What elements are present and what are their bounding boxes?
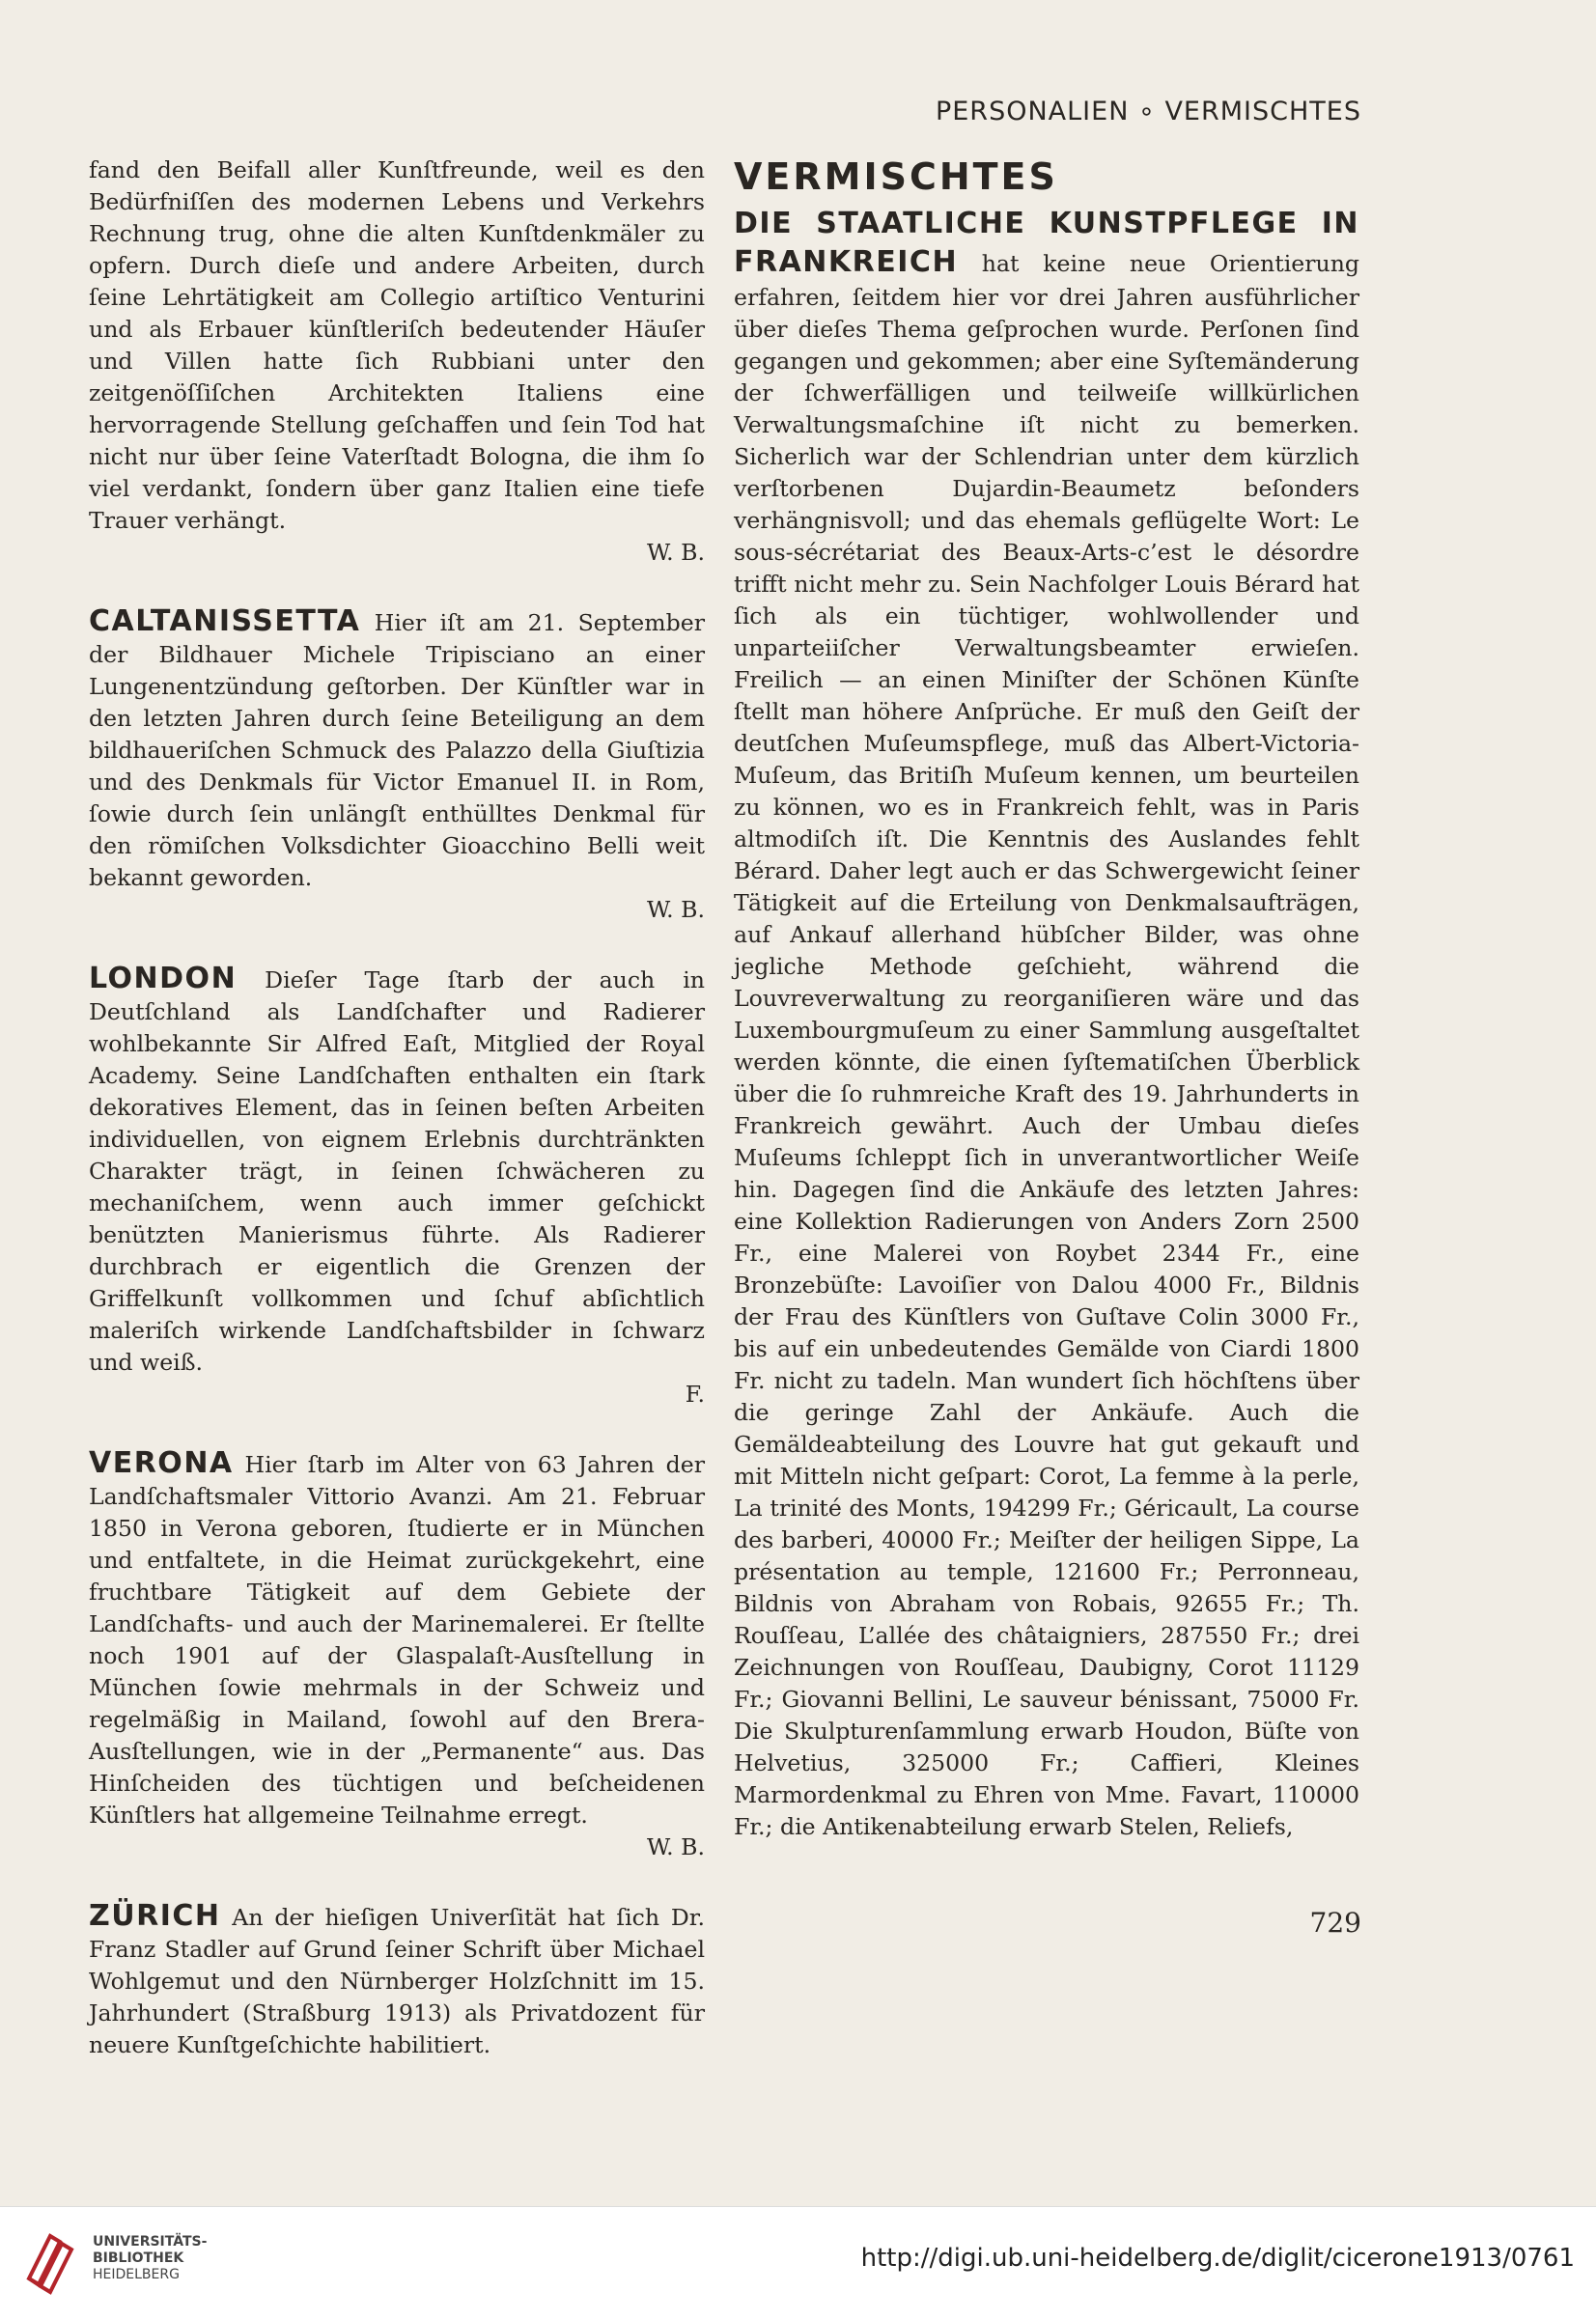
headword: ZÜRICH (89, 1899, 221, 1933)
entry-rubbiani-continuation (89, 154, 705, 569)
signature: W. B. (647, 539, 705, 566)
entry-caltanissetta (89, 605, 705, 926)
library-name-line: HEIDELBERG (93, 2267, 180, 2282)
entry-verona (89, 1447, 705, 1863)
entry-paragraph (89, 963, 705, 1411)
entry-london (89, 963, 705, 1411)
running-head: PERSONALIEN ∘ VERMISCHTES (935, 97, 1361, 126)
page-number: 729 (1309, 1907, 1361, 1939)
permalink-url[interactable]: http://digi.ub.uni-heidelberg.de/diglit/cicerone1913/0761 (860, 2244, 1575, 2273)
article-paragraph (734, 205, 1359, 1843)
entry-paragraph (89, 154, 705, 569)
footer-bar (0, 2206, 1596, 2320)
right-column (734, 154, 1359, 1843)
signature: W. B. (647, 896, 705, 923)
headword: LONDON (89, 962, 238, 995)
entry-zuerich (89, 1900, 705, 2061)
entry-paragraph (89, 1447, 705, 1863)
library-name (93, 2234, 207, 2283)
entry-text: Hier iſt am 21. September der Bildhauer Michele Tripisciano an einer Lungenentzündung geſtorben. Der Künſtler war in den letzten Jahren durch ſeine Beteiligung an dem bildhaueriſchen Schmuck des Palazzo della Giuſtizia und des Denkmals für Victor Emanuel II. in Rom, ſowie durch ſein unlängſt enthülltes Denkmal für den römiſchen Volksdichter Gioacchino Belli weit bekannt geworden. (89, 609, 705, 891)
signature: F. (685, 1381, 705, 1408)
signature: W. B. (647, 1833, 705, 1860)
entry-text: fand den Beifall aller Kunſtfreunde, weil es den Bedürfniſſen des modernen Lebens und Verkehrs Rechnung trug, ohne die alten Kunſtdenkmäler zu opfern. Durch dieſe und andere Arbeiten, durch ſeine Lehrtätigkeit am Collegio artiſtico Venturini und als Erbauer künſtleriſch bedeutender Häuſer und Villen hatte ſich Rubbiani unter den zeitgenöſſiſchen Architekten Italiens eine hervorragende Stellung geſchaffen und ſein Tod hat nicht nur über ſeine Vaterſtadt Bologna, die ihm ſo viel verdankt, ſondern über ganz Italien eine tiefe Trauer verhängt. (89, 156, 705, 534)
entry-paragraph (89, 1900, 705, 2061)
entry-text: An der hieſigen Univerſität hat ſich Dr. Franz Stadler auf Grund ſeiner Schrift über Michael Wohlgemut und den Nürnberger Holzſchnitt im 15. Jahrhundert (Straßburg 1913) als Privatdozent für neuere Kunſtgeſchichte habilitiert. (89, 1904, 705, 2058)
headword: VERONA (89, 1446, 234, 1480)
entry-paragraph (89, 605, 705, 926)
entry-text: Dieſer Tage ſtarb der auch in Deutſchland als Landſchafter und Radierer wohlbekannte Sir Alfred Eaſt, Mitglied der Royal Academy. Seine Landſchaften enthalten ein ſtark dekoratives Element, das in ſeinen beſten Arbeiten individuellen, von eignem Erlebnis durchtränkten Charakter trägt, in ſeinen ſchwächeren zu mechaniſchem, wenn auch immer geſchickt benützten Manierismus führte. Als Radierer durchbrach er eigentlich die Grenzen der Griffelkunſt vollkommen und ſchuf abſichtlich maleriſch wirkende Landſchaftsbilder in ſchwarz und weiß. (89, 966, 705, 1376)
article-text: hat keine neue Orientierung erfahren, ſeitdem hier vor drei Jahren ausführlicher über dieſes Thema geſprochen wurde. Perſonen ſind gegangen und gekommen; aber eine Syſtemänderung der ſchwerfälligen und teilweiſe willkürlichen Verwaltungsmaſchine iſt nicht zu bemerken. Sicherlich war der Schlendrian unter dem kürzlich verſtorbenen Dujardin-Beaumetz beſonders verhängnisvoll; und das ehemals geflügelte Wort: Le sous-sécrétariat des Beaux-Arts-c’est le désordre trifft nicht mehr zu. Sein Nachfolger Louis Bérard hat ſich als ein tüchtiger, wohlwollender und unparteiiſcher Verwaltungsbeamter erwieſen. Freilich — an einen Miniſter der Schönen Künſte ſtellt man höhere Anſprüche. Er muß den Geiſt der deutſchen Muſeumspflege, muß das Albert-Victoria-Muſeum, das Britiſh Muſeum kennen, um beurteilen zu können, wo es in Frankreich fehlt, was in Paris altmodiſch iſt. Die Kenntnis des Auslandes fehlt Bérard. Daher legt auch er das Schwergewicht ſeiner Tätigkeit auf die Erteilung von Denkmalsaufträgen, auf Ankauf allerhand hübſcher Bilder, was ohne jegliche Methode geſchieht, während die Louvreverwaltung zu reorganiſieren wäre und das Luxembourgmuſeum zu einer Sammlung ausgeſtaltet werden könnte, die einen ſyſtematiſchen Überblick über die ſo ruhmreiche Kraft des 19. Jahrhunderts in Frankreich gewährt. Auch der Umbau dieſes Muſeums ſchleppt ſich in unverantwortlicher Weiſe hin. Dagegen ſind die Ankäufe des letzten Jahres: eine Kollektion Radierungen von Anders Zorn 2500 Fr., eine Malerei von Roybet 2344 Fr., eine Bronzebüſte: Lavoiſier von Dalou 4000 Fr., Bildnis der Frau des Künſtlers von Guſtave Colin 3000 Fr., bis auf ein unbedeutendes Gemälde von Ciardi 1800 Fr. nicht zu tadeln. Man wundert ſich höchſtens über die geringe Zahl der Ankäufe. Auch die Gemäldeabteilung des Louvre hat gut gekauft und mit Mitteln nicht geſpart: Corot, La femme à la perle, La trinité des Monts, 194299 Fr.; Géricault, La course des barberi, 40000 Fr.; Meiſter der heiligen Sippe, La présentation au temple, 121600 Fr.; Perronneau, Bildnis von Abraham von Robais, 92655 Fr.; Th. Rouſſeau, L’allée des châtaigniers, 287550 Fr.; drei Zeichnungen von Rouſſeau, Daubigny, Corot 11129 Fr.; Giovanni Bellini, Le sauveur bénissant, 75000 Fr. Die Skulpturenſammlung erwarb Houdon, Büſte von Helvetius, 325000 Fr.; Caffieri, Kleines Marmordenkmal zu Ehren von Mme. Favart, 110000 Fr.; die Antikenabteilung erwarb Stelen, Reliefs, (734, 250, 1359, 1840)
section-title: VERMISCHTES (734, 155, 1058, 198)
library-logo-icon (21, 2228, 79, 2296)
library-name-line: UNIVERSITÄTS- (93, 2234, 208, 2250)
headword: CALTANISSETTA (89, 604, 361, 638)
entry-text: Hier ſtarb im Alter von 63 Jahren der Landſchaftsmaler Vittorio Avanzi. Am 21. Februar 1850 in Verona geboren, ſtudierte er in München und entfaltete, in die Heimat zurückgekehrt, eine fruchtbare Tätigkeit auf dem Gebiete der Landſchafts- und auch der Marinemalerei. Er ſtellte noch 1901 auf der Glaspalaſt-Ausſtellung in München ſowie mehrmals in der Schweiz und regelmäßig in Mailand, ſowohl auf den Brera-Ausſtellungen, wie in der „Permanente“ aus. Das Hinſcheiden des tüchtigen und beſcheidenen Künſtlers hat allgemeine Teilnahme erregt. (89, 1451, 705, 1829)
left-column (89, 154, 705, 2098)
article-title: DIE STAATLICHE KUNSTPFLEGE IN FRANKREICH (734, 207, 1359, 279)
library-name-line: BIBLIOTHEK (93, 2250, 184, 2266)
